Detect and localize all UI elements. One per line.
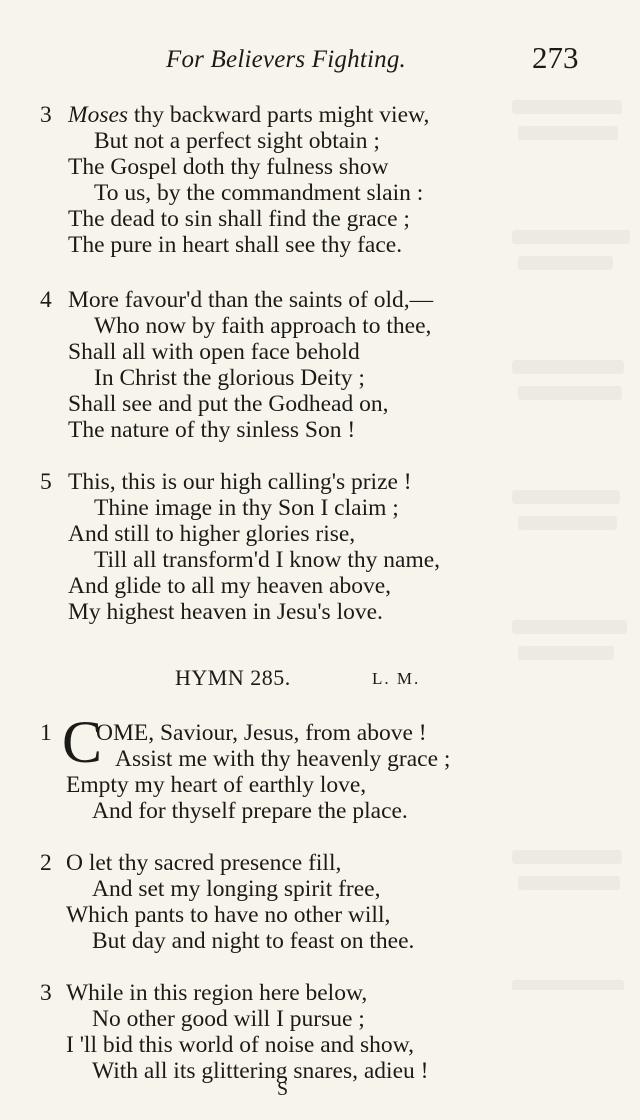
verse-line: But not a perfect sight obtain ; xyxy=(94,128,380,154)
verse-line: With all its glittering snares, adieu ! xyxy=(92,1058,429,1084)
verse-line: More favour'd than the saints of old,— xyxy=(68,287,434,313)
verse-line: Till all transform'd I know thy name, xyxy=(94,547,441,573)
verse-line: But day and night to feast on thee. xyxy=(92,928,415,954)
verse-line: Which pants to have no other will, xyxy=(66,902,391,928)
verse-line: Shall see and put the Godhead on, xyxy=(68,391,389,417)
verse-line: And glide to all my heaven above, xyxy=(68,573,392,599)
italic-word: Moses xyxy=(68,102,129,128)
verse-line: In Christ the glorious Deity ; xyxy=(94,365,365,391)
verse-line: The nature of thy sinless Son ! xyxy=(68,417,356,443)
verse-line: Thine image in thy Son I claim ; xyxy=(94,495,399,521)
verse-line: This, this is our high calling's prize ! xyxy=(68,469,412,495)
verse-number: 3 xyxy=(40,980,52,1006)
verse-line: The pure in heart shall see thy face. xyxy=(68,232,403,258)
verse-line: And for thyself prepare the place. xyxy=(92,798,408,824)
bleed-through-texture xyxy=(500,90,640,990)
verse-line: The Gospel doth thy fulness show xyxy=(68,154,389,180)
verse-line: To us, by the commandment slain : xyxy=(94,180,424,206)
page-number: 273 xyxy=(532,40,579,75)
verse-number: 1 xyxy=(40,720,52,746)
running-header-title: For Believers Fighting. xyxy=(166,46,406,73)
verse-line: And still to higher glories rise, xyxy=(68,521,356,547)
signature-mark: S xyxy=(277,1078,289,1100)
verse-number: 5 xyxy=(40,469,52,495)
verse-line: While in this region here below, xyxy=(66,980,368,1006)
verse-number: 2 xyxy=(40,850,52,876)
verse-line xyxy=(68,102,429,128)
verse-line: Assist me with thy heavenly grace ; xyxy=(115,746,451,772)
verse-line: Who now by faith approach to thee, xyxy=(94,313,432,339)
verse-number: 3 xyxy=(40,102,52,128)
verse-number: 4 xyxy=(40,287,52,313)
verse-line: I 'll bid this world of noise and show, xyxy=(66,1032,415,1058)
verse-line: And set my longing spirit free, xyxy=(92,876,381,902)
verse-line: Empty my heart of earthly love, xyxy=(66,772,367,798)
verse-line: My highest heaven in Jesu's love. xyxy=(68,599,383,625)
hymn-meter: L. M. xyxy=(372,669,421,688)
verse-line: Shall all with open face behold xyxy=(68,339,360,365)
verse-line: OME, Saviour, Jesus, from above ! xyxy=(96,720,427,746)
verse-line-rest: thy backward parts might view, xyxy=(128,102,430,128)
verse-line: The dead to sin shall find the grace ; xyxy=(68,206,410,232)
hymn-heading: HYMN 285. xyxy=(175,665,291,690)
verse-line: No other good will I pursue ; xyxy=(92,1006,365,1032)
verse-line: O let thy sacred presence fill, xyxy=(66,850,342,876)
drop-cap: C xyxy=(62,709,103,775)
